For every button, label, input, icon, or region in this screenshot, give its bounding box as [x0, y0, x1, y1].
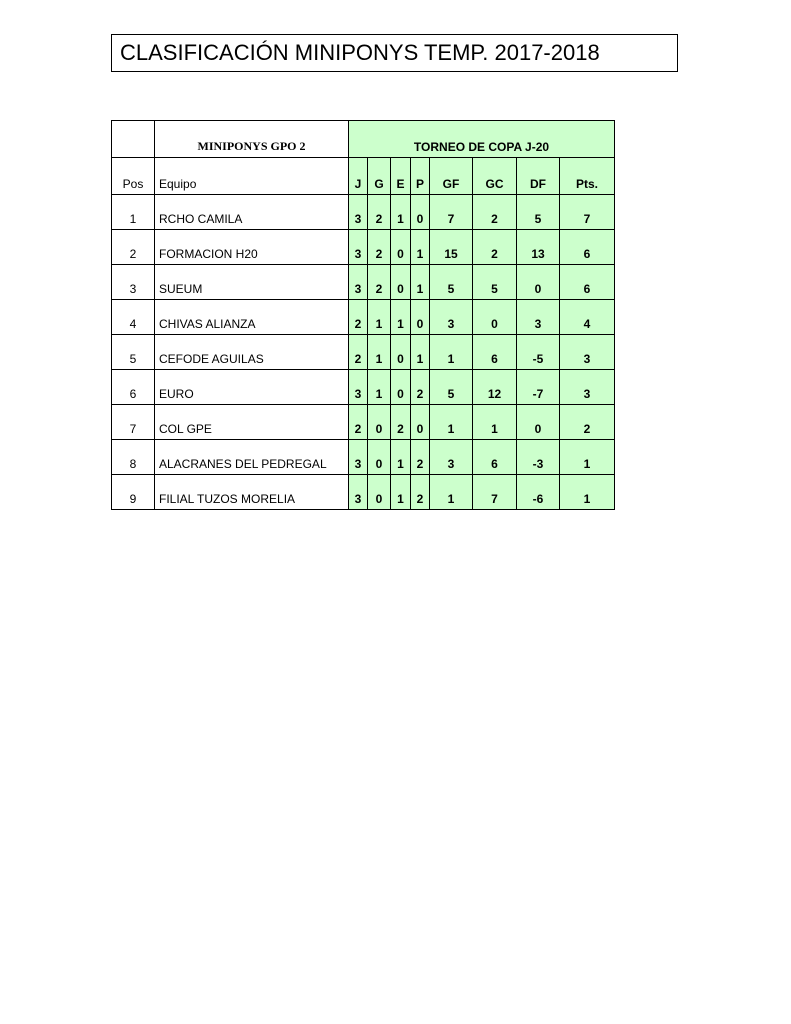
cell-pts: 6 — [560, 265, 615, 300]
cell-j: 2 — [349, 405, 368, 440]
header-team: Equipo — [155, 158, 349, 195]
cell-e: 0 — [391, 265, 411, 300]
cell-g: 0 — [368, 405, 391, 440]
group-header-row — [112, 121, 615, 158]
cell-p: 0 — [411, 300, 430, 335]
header-pos: Pos — [112, 158, 155, 195]
cell-j: 2 — [349, 335, 368, 370]
cell-p: 0 — [411, 405, 430, 440]
standings-table — [111, 120, 615, 510]
page-title: CLASIFICACIÓN MINIPONYS TEMP. 2017-2018 — [111, 34, 678, 72]
header-e: E — [391, 158, 411, 195]
cell-e: 1 — [391, 475, 411, 510]
cell-team: COL GPE — [155, 405, 349, 440]
header-df: DF — [517, 158, 560, 195]
cell-g: 1 — [368, 300, 391, 335]
cell-df: -3 — [517, 440, 560, 475]
cell-pos: 2 — [112, 230, 155, 265]
header-pts: Pts. — [560, 158, 615, 195]
cell-gf: 5 — [430, 265, 473, 300]
cell-gc: 5 — [473, 265, 517, 300]
cell-gc: 0 — [473, 300, 517, 335]
cell-gc: 12 — [473, 370, 517, 405]
cell-df: 3 — [517, 300, 560, 335]
cell-team: CHIVAS ALIANZA — [155, 300, 349, 335]
cell-pts: 1 — [560, 440, 615, 475]
table-row — [112, 265, 615, 300]
cup-title: TORNEO DE COPA J-20 — [349, 121, 615, 158]
cell-team: RCHO CAMILA — [155, 195, 349, 230]
cell-gc: 6 — [473, 335, 517, 370]
cell-j: 3 — [349, 440, 368, 475]
cell-p: 2 — [411, 370, 430, 405]
cell-pts: 1 — [560, 475, 615, 510]
cell-gc: 6 — [473, 440, 517, 475]
header-p: P — [411, 158, 430, 195]
cell-p: 1 — [411, 335, 430, 370]
cell-df: 5 — [517, 195, 560, 230]
cell-df: 0 — [517, 265, 560, 300]
cell-e: 0 — [391, 370, 411, 405]
cell-j: 3 — [349, 265, 368, 300]
cell-p: 0 — [411, 195, 430, 230]
cell-g: 2 — [368, 230, 391, 265]
cell-df: -6 — [517, 475, 560, 510]
cell-team: SUEUM — [155, 265, 349, 300]
cell-p: 1 — [411, 230, 430, 265]
cell-gf: 15 — [430, 230, 473, 265]
cell-gc: 7 — [473, 475, 517, 510]
cell-pos: 3 — [112, 265, 155, 300]
cell-g: 1 — [368, 370, 391, 405]
column-header-row — [112, 158, 615, 195]
cell-team: CEFODE AGUILAS — [155, 335, 349, 370]
cell-g: 2 — [368, 195, 391, 230]
table-row — [112, 300, 615, 335]
cell-gf: 1 — [430, 405, 473, 440]
cell-pts: 2 — [560, 405, 615, 440]
group-title: MINIPONYS GPO 2 — [155, 121, 349, 158]
cell-e: 1 — [391, 300, 411, 335]
cell-gc: 2 — [473, 195, 517, 230]
cell-p: 2 — [411, 440, 430, 475]
cell-gc: 1 — [473, 405, 517, 440]
cell-g: 2 — [368, 265, 391, 300]
cell-pos: 4 — [112, 300, 155, 335]
cell-gf: 3 — [430, 300, 473, 335]
cell-e: 0 — [391, 335, 411, 370]
cell-team: ALACRANES DEL PEDREGAL — [155, 440, 349, 475]
cell-pts: 7 — [560, 195, 615, 230]
cell-gf: 5 — [430, 370, 473, 405]
cell-g: 1 — [368, 335, 391, 370]
cell-pos: 7 — [112, 405, 155, 440]
cell-pos: 9 — [112, 475, 155, 510]
cell-e: 0 — [391, 230, 411, 265]
header-gf: GF — [430, 158, 473, 195]
cell-g: 0 — [368, 440, 391, 475]
cell-pts: 6 — [560, 230, 615, 265]
cell-df: 0 — [517, 405, 560, 440]
header-g: G — [368, 158, 391, 195]
cell-j: 3 — [349, 230, 368, 265]
table-row — [112, 405, 615, 440]
table-row — [112, 230, 615, 265]
header-j: J — [349, 158, 368, 195]
cell-pos: 1 — [112, 195, 155, 230]
empty-corner-cell — [112, 121, 155, 158]
cell-e: 2 — [391, 405, 411, 440]
cell-pos: 6 — [112, 370, 155, 405]
table-row — [112, 475, 615, 510]
cell-j: 3 — [349, 195, 368, 230]
cell-pts: 3 — [560, 370, 615, 405]
cell-j: 3 — [349, 370, 368, 405]
cell-team: FORMACION H20 — [155, 230, 349, 265]
cell-j: 2 — [349, 300, 368, 335]
table-row — [112, 440, 615, 475]
cell-e: 1 — [391, 195, 411, 230]
cell-pts: 4 — [560, 300, 615, 335]
table-row — [112, 370, 615, 405]
cell-pos: 8 — [112, 440, 155, 475]
cell-g: 0 — [368, 475, 391, 510]
cell-e: 1 — [391, 440, 411, 475]
cell-gc: 2 — [473, 230, 517, 265]
header-gc: GC — [473, 158, 517, 195]
cell-gf: 1 — [430, 335, 473, 370]
cell-pts: 3 — [560, 335, 615, 370]
cell-df: 13 — [517, 230, 560, 265]
cell-df: -5 — [517, 335, 560, 370]
cell-p: 1 — [411, 265, 430, 300]
table-row — [112, 335, 615, 370]
cell-team: FILIAL TUZOS MORELIA — [155, 475, 349, 510]
cell-df: -7 — [517, 370, 560, 405]
table-row — [112, 195, 615, 230]
cell-team: EURO — [155, 370, 349, 405]
cell-gf: 7 — [430, 195, 473, 230]
cell-j: 3 — [349, 475, 368, 510]
cell-pos: 5 — [112, 335, 155, 370]
cell-gf: 3 — [430, 440, 473, 475]
cell-gf: 1 — [430, 475, 473, 510]
cell-p: 2 — [411, 475, 430, 510]
